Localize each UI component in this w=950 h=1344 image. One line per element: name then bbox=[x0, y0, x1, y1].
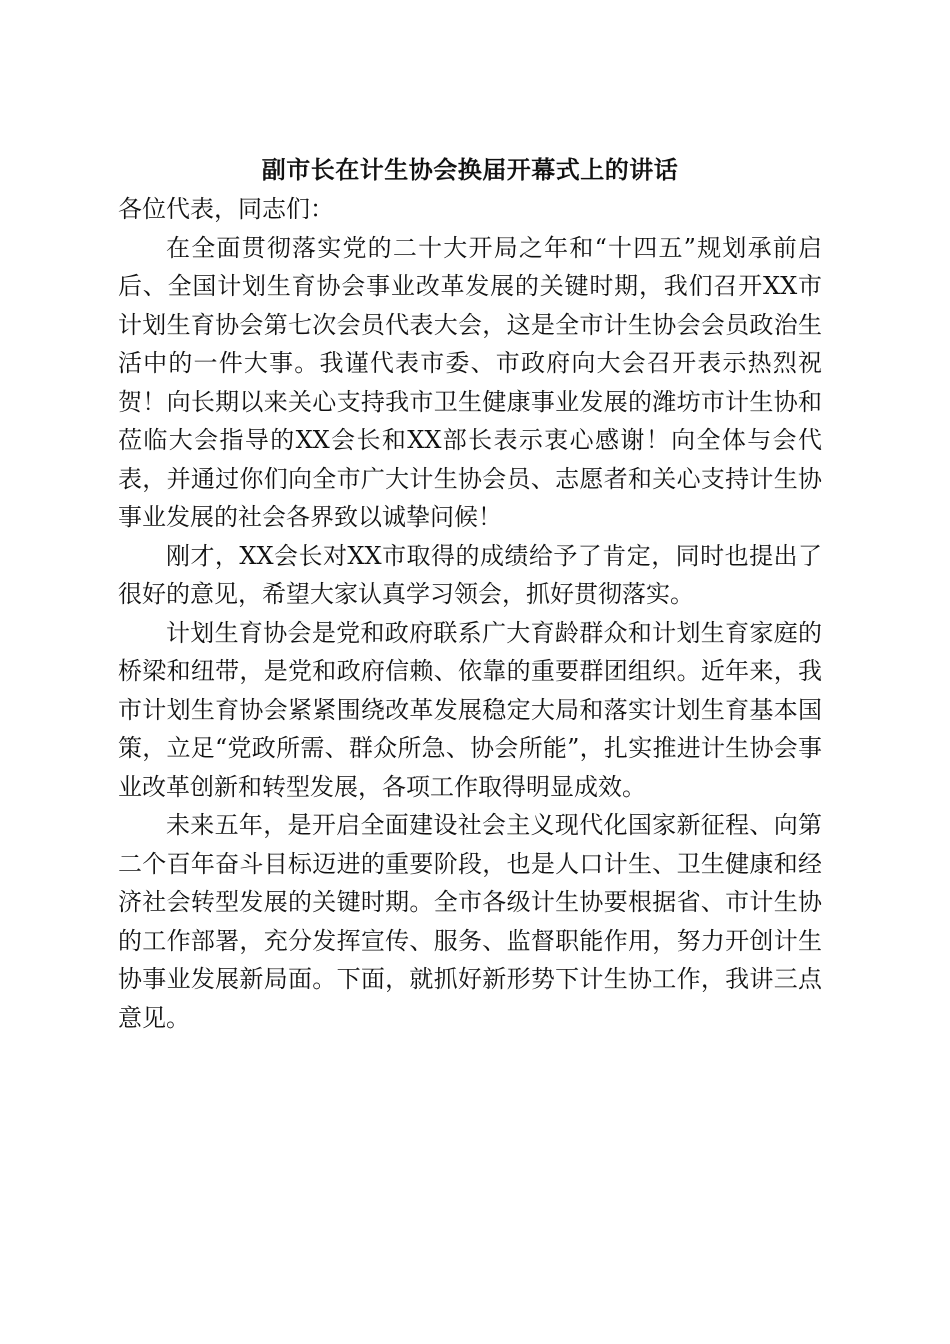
paragraph-future-plan: 未来五年，是开启全面建设社会主义现代化国家新征程、向第二个百年奋斗目标迈进的重要阶段，也是人口计生、卫生健康和经济社会转型发展的关键时期。全市各级计生协要根据省、市计生协的工作部署，充分发挥宣传、服务、监督职能作用，努力开创计生协事业发展新局面。下面，就抓好新形势下计生协工作，我讲三点意见。 bbox=[118, 811, 822, 1032]
document-title: 副市长在计生协会换届开幕式上的讲话 bbox=[261, 155, 679, 184]
paragraph-association-role: 计划生育协会是党和政府联系广大育龄群众和计划生育家庭的桥梁和纽带，是党和政府信赖、依靠的重要群团组织。近年来，我市计划生育协会紧紧围绕改革发展稳定大局和落实计划生育基本国策，立足“党政所需、群众所急、协会所能”，扎实推进计生协会事业改革创新和转型发展，各项工作取得明显成效。 bbox=[118, 618, 822, 801]
document-body bbox=[118, 150, 822, 1037]
paragraph-acknowledgement: 刚才，XX会长对XX市取得的成绩给予了肯定，同时也提出了很好的意见，希望大家认真学习领会，抓好贯彻落实。 bbox=[118, 541, 822, 608]
paragraph-opening: 在全面贯彻落实党的二十大开局之年和“十四五”规划承前启后、全国计划生育协会事业改革发展的关键时期，我们召开XX市计划生育协会第七次会员代表大会，这是全市计生协会会员政治生活中的一件大事。我谨代表市委、市政府向大会召开表示热烈祝贺！向长期以来关心支持我市卫生健康事业发展的潍坊市计生协和莅临大会指导的XX会长和XX部长表示衷心感谢！向全体与会代表，并通过你们向全市广大计生协会员、志愿者和关心支持计生协事业发展的社会各界致以诚挚问候！ bbox=[118, 233, 822, 531]
salutation: 各位代表，同志们： bbox=[118, 195, 334, 223]
